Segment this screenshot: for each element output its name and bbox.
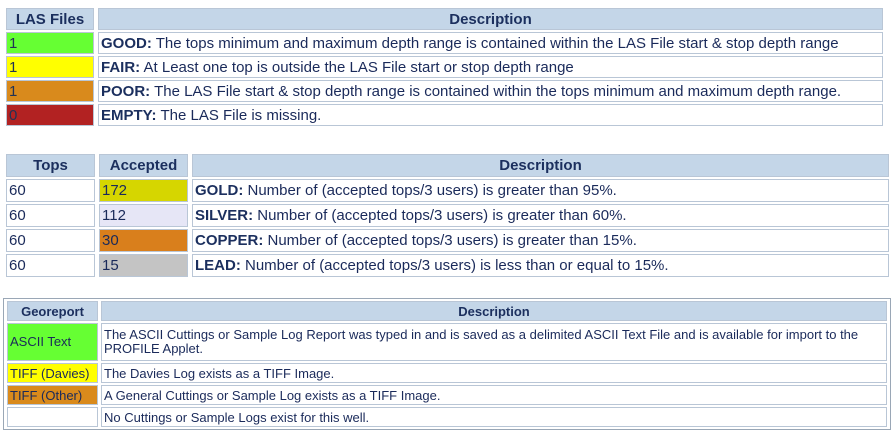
tops-row-copper [6, 229, 889, 252]
las-empty-description [98, 104, 883, 126]
georeport-tiff-davies-type: TIFF (Davies) [7, 363, 98, 383]
las-files-header: LAS Files [6, 8, 94, 30]
las-poor-value: 1 [6, 80, 94, 102]
georeport-header: Georeport [7, 301, 98, 321]
tops-gold-text: Number of (accepted tops/3 users) is greater than 95%. [243, 182, 617, 199]
las-poor-description [98, 80, 883, 102]
tops-silver-description [192, 204, 889, 227]
accepted-header: Accepted [99, 154, 188, 177]
accepted-silver-value: 112 [99, 204, 188, 227]
georeport-tiff-other-type: TIFF (Other) [7, 385, 98, 405]
tops-lead-label: LEAD: [195, 257, 241, 274]
georeport-none-type [7, 407, 98, 427]
tops-header: Tops [6, 154, 95, 177]
georeport-description-header: Description [101, 301, 887, 321]
las-row-good [6, 32, 883, 54]
accepted-gold-value: 172 [99, 179, 188, 202]
las-fair-text: At Least one top is outside the LAS File start or stop depth range [140, 58, 574, 76]
tops-silver-label: SILVER: [195, 207, 254, 224]
tops-description-header: Description [192, 154, 889, 177]
las-fair-description [98, 56, 883, 78]
las-good-value: 1 [6, 32, 94, 54]
tops-silver-text: Number of (accepted tops/3 users) is greater than 60%. [253, 207, 627, 224]
tops-gold-description [192, 179, 889, 202]
tops-gold-label: GOLD: [195, 182, 244, 199]
las-good-text: The tops minimum and maximum depth range is contained within the LAS File start & stop depth range [151, 34, 839, 52]
tops-copper-count: 60 [6, 229, 95, 252]
georeport-row-ascii [7, 323, 887, 361]
georeport-table [3, 298, 891, 430]
las-empty-label: EMPTY: [101, 106, 157, 124]
las-poor-label: POOR: [101, 82, 151, 100]
georeport-header-row [7, 301, 887, 321]
las-header-row [6, 8, 883, 30]
las-files-table [2, 6, 887, 128]
tops-lead-text: Number of (accepted tops/3 users) is less than or equal to 15%. [240, 257, 669, 274]
las-good-description [98, 32, 883, 54]
georeport-tiff-davies-description: The Davies Log exists as a TIFF Image. [101, 363, 887, 383]
tops-table [2, 152, 893, 279]
georeport-tiff-other-description: A General Cuttings or Sample Log exists as a TIFF Image. [101, 385, 887, 405]
las-row-empty [6, 104, 883, 126]
accepted-copper-value: 30 [99, 229, 188, 252]
tops-copper-label: COPPER: [195, 232, 264, 249]
tops-silver-count: 60 [6, 204, 95, 227]
georeport-ascii-type: ASCII Text [7, 323, 98, 361]
las-empty-value: 0 [6, 104, 94, 126]
georeport-row-none [7, 407, 887, 427]
tops-lead-count: 60 [6, 254, 95, 277]
las-row-fair [6, 56, 883, 78]
las-fair-value: 1 [6, 56, 94, 78]
tops-row-silver [6, 204, 889, 227]
accepted-lead-value: 15 [99, 254, 188, 277]
tops-row-lead [6, 254, 889, 277]
tops-copper-description [192, 229, 889, 252]
tops-copper-text: Number of (accepted tops/3 users) is greater than 15%. [263, 232, 637, 249]
georeport-row-tiff-other [7, 385, 887, 405]
las-description-header: Description [98, 8, 883, 30]
tops-header-row [6, 154, 889, 177]
tops-lead-description [192, 254, 889, 277]
georeport-row-tiff-davies [7, 363, 887, 383]
las-good-label: GOOD: [101, 34, 152, 52]
tops-row-gold [6, 179, 889, 202]
georeport-none-description: No Cuttings or Sample Logs exist for this well. [101, 407, 887, 427]
las-poor-text: The LAS File start & stop depth range is contained within the tops minimum and maximum depth range. [150, 82, 842, 100]
tops-gold-count: 60 [6, 179, 95, 202]
las-row-poor [6, 80, 883, 102]
las-empty-text: The LAS File is missing. [156, 106, 322, 124]
georeport-ascii-description: The ASCII Cuttings or Sample Log Report was typed in and is saved as a delimited ASCII Text File and is available for import to the PROFILE Applet. [101, 323, 887, 361]
las-fair-label: FAIR: [101, 58, 141, 76]
